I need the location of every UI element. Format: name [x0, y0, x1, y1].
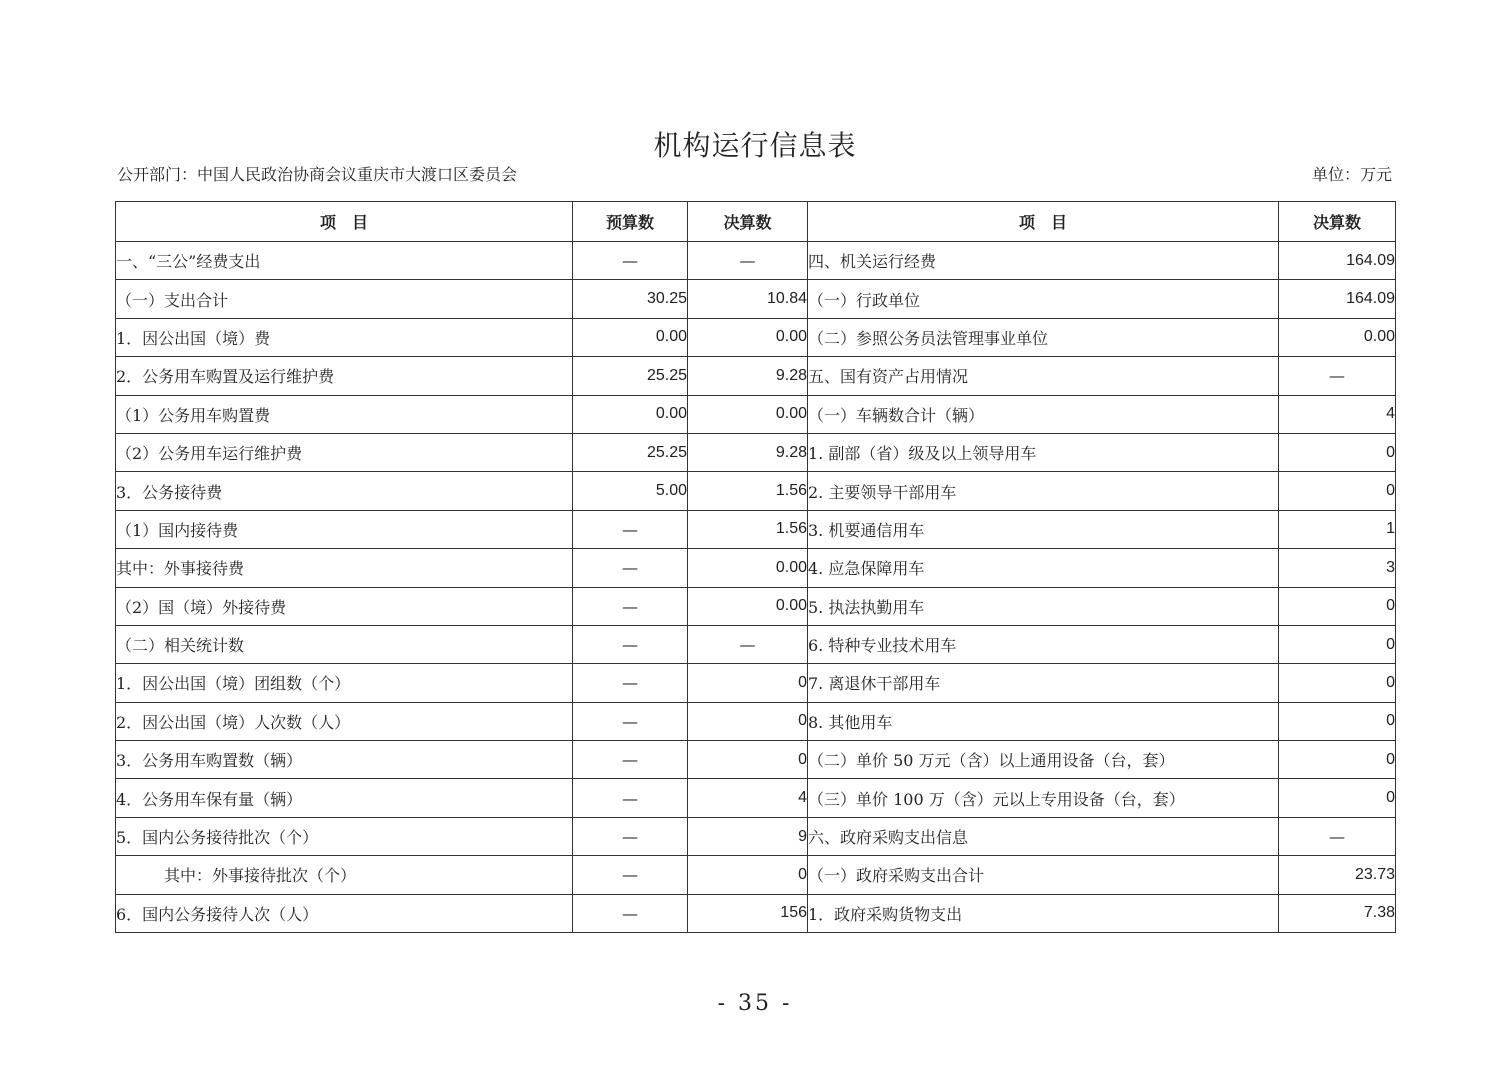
row-budget: —: [573, 779, 688, 817]
row-label-right: 8. 其他用车: [808, 702, 1279, 740]
table-row: [116, 779, 1396, 817]
row-label-right: （一）政府采购支出合计: [808, 856, 1279, 894]
row-label-right: 6. 特种专业技术用车: [808, 625, 1279, 663]
row-final: 4: [688, 779, 808, 817]
row-budget: —: [573, 894, 688, 932]
row-final: 156: [688, 894, 808, 932]
header-budget: 预算数: [573, 202, 688, 242]
row-label-right: （一）车辆数合计（辆）: [808, 395, 1279, 433]
row-budget: —: [573, 664, 688, 702]
row-final: 0.00: [688, 587, 808, 625]
row-label-right: 1．政府采购货物支出: [808, 894, 1279, 932]
table-row: [116, 242, 1396, 280]
row-label-right: 1. 副部（省）级及以上领导用车: [808, 433, 1279, 471]
table-row: [116, 856, 1396, 894]
row-final: 0.00: [688, 549, 808, 587]
header-final-right: 决算数: [1279, 202, 1396, 242]
row-final-right: 1: [1279, 510, 1396, 548]
row-budget: —: [573, 549, 688, 587]
department-label: 公开部门：中国人民政治协商会议重庆市大渡口区委员会: [117, 165, 518, 184]
row-label: 6．国内公务接待人次（人）: [116, 894, 573, 932]
table-row: [116, 549, 1396, 587]
row-budget: —: [573, 856, 688, 894]
row-label-right: 2. 主要领导干部用车: [808, 472, 1279, 510]
row-label: （2）国（境）外接待费: [116, 587, 573, 625]
row-final-right: 0: [1279, 779, 1396, 817]
header-final-left: 决算数: [688, 202, 808, 242]
row-budget: —: [573, 741, 688, 779]
row-label-right: 5. 执法执勤用车: [808, 587, 1279, 625]
row-budget: —: [573, 702, 688, 740]
row-budget: —: [573, 817, 688, 855]
row-budget: 0.00: [573, 395, 688, 433]
row-final-right: 3: [1279, 549, 1396, 587]
row-final-right: 0: [1279, 664, 1396, 702]
table-row: [116, 741, 1396, 779]
row-final: 9.28: [688, 357, 808, 395]
row-label-right: 4. 应急保障用车: [808, 549, 1279, 587]
row-label: 其中：外事接待费: [116, 549, 573, 587]
row-label: （二）相关统计数: [116, 625, 573, 663]
table-row: [116, 318, 1396, 356]
row-label: （2）公务用车运行维护费: [116, 433, 573, 471]
row-final: 0: [688, 741, 808, 779]
table-row: [116, 280, 1396, 318]
info-table: [115, 201, 1396, 933]
table-row: [116, 510, 1396, 548]
row-budget: —: [573, 242, 688, 280]
row-label-right: （三）单价 100 万（含）元以上专用设备（台，套）: [808, 779, 1279, 817]
row-label-right: 六、政府采购支出信息: [808, 817, 1279, 855]
row-label: 其中：外事接待批次（个）: [116, 856, 573, 894]
row-final-right: 164.09: [1279, 242, 1396, 280]
row-final: 1.56: [688, 472, 808, 510]
row-label: 2．因公出国（境）人次数（人）: [116, 702, 573, 740]
row-final-right: 0.00: [1279, 318, 1396, 356]
row-label: 一、“三公”经费支出: [116, 242, 573, 280]
row-final-right: 0: [1279, 625, 1396, 663]
row-final: 9: [688, 817, 808, 855]
row-label: 4．公务用车保有量（辆）: [116, 779, 573, 817]
row-budget: —: [573, 510, 688, 548]
row-budget: —: [573, 587, 688, 625]
row-label: 1．因公出国（境）团组数（个）: [116, 664, 573, 702]
row-final-right: 0: [1279, 702, 1396, 740]
row-label-right: （一）行政单位: [808, 280, 1279, 318]
row-label: （1）国内接待费: [116, 510, 573, 548]
row-budget: 30.25: [573, 280, 688, 318]
table-row: [116, 817, 1396, 855]
table-header-row: [116, 202, 1396, 242]
row-label-right: 7. 离退休干部用车: [808, 664, 1279, 702]
row-final-right: 0: [1279, 433, 1396, 471]
row-final: 0: [688, 856, 808, 894]
row-final: 1.56: [688, 510, 808, 548]
row-final-right: 0: [1279, 587, 1396, 625]
row-budget: 25.25: [573, 357, 688, 395]
table-row: [116, 894, 1396, 932]
unit-label: 单位：万元: [1311, 165, 1392, 184]
table-row: [116, 664, 1396, 702]
row-final-right: —: [1279, 357, 1396, 395]
row-label-right: 五、国有资产占用情况: [808, 357, 1279, 395]
row-final-right: —: [1279, 817, 1396, 855]
table-row: [116, 625, 1396, 663]
row-final: —: [688, 625, 808, 663]
row-label: 1．因公出国（境）费: [116, 318, 573, 356]
table-row: [116, 357, 1396, 395]
row-label: 3．公务接待费: [116, 472, 573, 510]
row-final-right: 7.38: [1279, 894, 1396, 932]
row-label: 5．国内公务接待批次（个）: [116, 817, 573, 855]
row-final: 0: [688, 664, 808, 702]
row-label-right: 四、机关运行经费: [808, 242, 1279, 280]
header-item-left: 项 目: [116, 202, 573, 242]
table-row: [116, 433, 1396, 471]
row-budget: —: [573, 625, 688, 663]
row-final-right: 4: [1279, 395, 1396, 433]
row-final: 0.00: [688, 395, 808, 433]
page-title: 机构运行信息表: [653, 129, 857, 162]
row-final: 9.28: [688, 433, 808, 471]
row-label-right: 3. 机要通信用车: [808, 510, 1279, 548]
row-final-right: 23.73: [1279, 856, 1396, 894]
row-budget: 5.00: [573, 472, 688, 510]
table-row: [116, 395, 1396, 433]
header-item-right: 项 目: [808, 202, 1279, 242]
row-final: 10.84: [688, 280, 808, 318]
row-final-right: 164.09: [1279, 280, 1396, 318]
table-row: [116, 587, 1396, 625]
row-final-right: 0: [1279, 741, 1396, 779]
row-budget: 25.25: [573, 433, 688, 471]
row-final-right: 0: [1279, 472, 1396, 510]
row-label-right: （二）单价 50 万元（含）以上通用设备（台，套）: [808, 741, 1279, 779]
table-row: [116, 702, 1396, 740]
row-budget: 0.00: [573, 318, 688, 356]
row-label: 3．公务用车购置数（辆）: [116, 741, 573, 779]
row-label: （1）公务用车购置费: [116, 395, 573, 433]
row-final: 0: [688, 702, 808, 740]
row-label-right: （二）参照公务员法管理事业单位: [808, 318, 1279, 356]
page-number: - 35 -: [717, 991, 793, 1016]
row-final: 0.00: [688, 318, 808, 356]
row-label: 2．公务用车购置及运行维护费: [116, 357, 573, 395]
row-final: —: [688, 242, 808, 280]
table-row: [116, 472, 1396, 510]
row-label: （一）支出合计: [116, 280, 573, 318]
